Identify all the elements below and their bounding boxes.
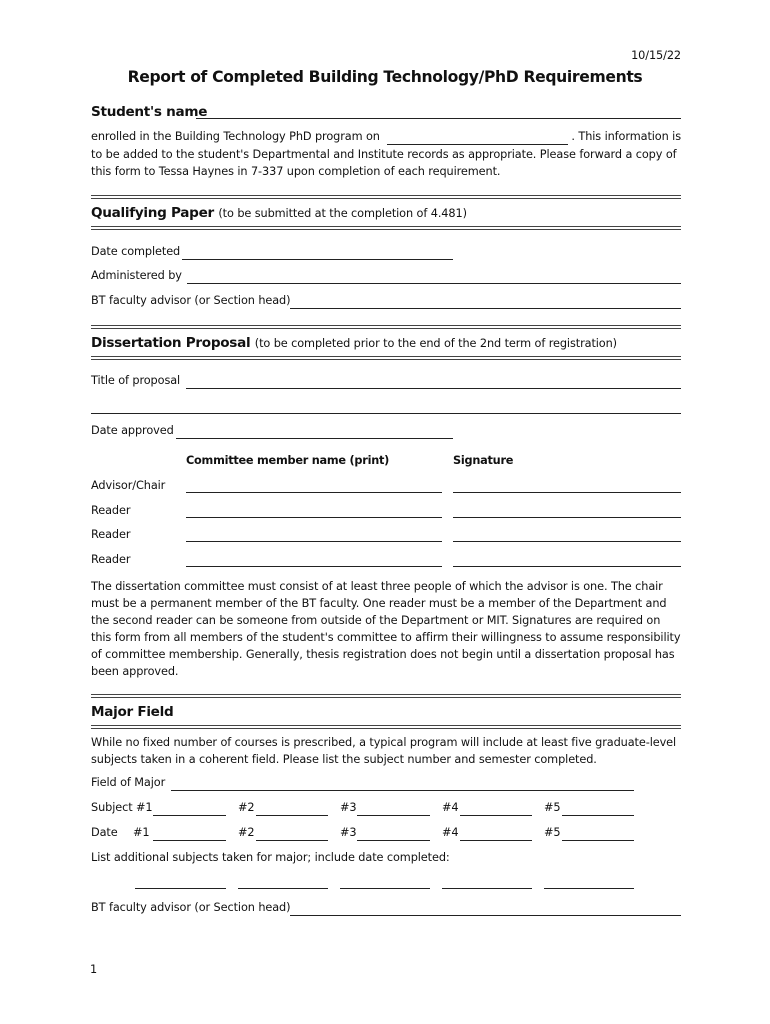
qualifying-advisor-label: BT faculty advisor (or Section head) — [91, 294, 291, 307]
date-field[interactable] — [153, 840, 226, 841]
signature-header: Signature — [453, 454, 514, 467]
subject-4-label: #4 — [442, 801, 459, 814]
qualifying-heading — [91, 205, 467, 221]
signature-field[interactable] — [453, 566, 681, 567]
proposal-title-label: Title of proposal — [91, 374, 181, 387]
section-divider-bottom — [91, 226, 681, 230]
additional-subject-field[interactable] — [238, 888, 328, 889]
qualifying-advisor-field[interactable] — [290, 308, 681, 309]
additional-subject-field[interactable] — [442, 888, 532, 889]
intro-text-part1: enrolled in the Building Technology PhD program on — [91, 130, 380, 143]
proposal-heading-text: Dissertation Proposal — [91, 335, 251, 351]
signature-field[interactable] — [453, 492, 681, 493]
subject-field[interactable] — [256, 815, 328, 816]
date-1-label: #1 — [133, 826, 150, 839]
field-of-major-label: Field of Major — [91, 776, 166, 789]
major-heading: Major Field — [91, 704, 174, 720]
paragraph-line: the second reader can be someone from outside of the Department or MIT. Signatures are required on — [91, 614, 661, 627]
major-advisor-field[interactable] — [290, 915, 681, 916]
date-completed-field[interactable] — [182, 259, 453, 260]
section-divider-top — [91, 325, 681, 329]
qualifying-heading-text: Qualifying Paper — [91, 205, 214, 221]
proposal-note: (to be completed prior to the end of the 2nd term of registration) — [254, 337, 617, 350]
subject-1-label: Subject #1 — [91, 801, 153, 814]
committee-name-field[interactable] — [186, 566, 442, 567]
student-name-field[interactable] — [196, 118, 681, 119]
paragraph-line: been approved. — [91, 665, 179, 678]
proposal-title-field[interactable] — [186, 388, 681, 389]
section-divider-top — [91, 195, 681, 199]
date-field[interactable] — [256, 840, 328, 841]
committee-name-field[interactable] — [186, 517, 442, 518]
subject-5-label: #5 — [544, 801, 561, 814]
subject-field[interactable] — [153, 815, 226, 816]
subject-2-label: #2 — [238, 801, 255, 814]
date-approved-field[interactable] — [176, 438, 453, 439]
date-row-label: Date — [91, 826, 118, 839]
enrollment-date-field[interactable] — [387, 144, 568, 145]
date-approved-label: Date approved — [91, 424, 174, 437]
date-4-label: #4 — [442, 826, 459, 839]
committee-name-field[interactable] — [186, 541, 442, 542]
paragraph-line: While no fixed number of courses is prescribed, a typical program will include at least five graduate-level — [91, 736, 677, 749]
paragraph-line: subjects taken in a coherent field. Please list the subject number and semester completed. — [91, 753, 597, 766]
field-of-major-field[interactable] — [171, 790, 634, 791]
signature-field[interactable] — [453, 541, 681, 542]
role-advisor-chair: Advisor/Chair — [91, 479, 166, 492]
committee-name-header: Committee member name (print) — [186, 454, 390, 467]
major-paragraph — [91, 734, 681, 768]
date-2-label: #2 — [238, 826, 255, 839]
additional-subject-field[interactable] — [135, 888, 226, 889]
form-date: 10/15/22 — [631, 49, 681, 62]
major-advisor-label: BT faculty advisor (or Section head) — [91, 901, 291, 914]
administered-by-label: Administered by — [91, 269, 182, 282]
additional-subject-field[interactable] — [340, 888, 430, 889]
paragraph-line: must be a permanent member of the BT faculty. One reader must be a member of the Department and — [91, 597, 667, 610]
section-divider-bottom — [91, 725, 681, 729]
intro-text-part2: . This information is — [571, 130, 681, 143]
section-divider-top — [91, 694, 681, 698]
additional-subject-field[interactable] — [544, 888, 634, 889]
qualifying-note: (to be submitted at the completion of 4.481) — [218, 207, 467, 220]
date-field[interactable] — [357, 840, 430, 841]
section-divider-bottom — [91, 356, 681, 360]
intro-text-line3: this form to Tessa Haynes in 7-337 upon completion of each requirement. — [91, 165, 501, 178]
additional-subjects-label: List additional subjects taken for major; include date completed: — [91, 851, 450, 864]
subject-field[interactable] — [562, 815, 634, 816]
date-field[interactable] — [562, 840, 634, 841]
subject-field[interactable] — [357, 815, 430, 816]
subject-field[interactable] — [460, 815, 532, 816]
paragraph-line: of committee membership. Generally, thesis registration does not begin until a dissertation proposal has — [91, 648, 675, 661]
role-reader: Reader — [91, 553, 131, 566]
subject-3-label: #3 — [340, 801, 357, 814]
role-reader: Reader — [91, 528, 131, 541]
administered-by-field[interactable] — [187, 283, 681, 284]
page-number: 1 — [90, 963, 98, 976]
date-completed-label: Date completed — [91, 245, 181, 258]
paragraph-line: The dissertation committee must consist of at least three people of which the advisor is one. The chair — [91, 580, 663, 593]
committee-name-field[interactable] — [186, 492, 442, 493]
paragraph-line: this form from all members of the student's committee to affirm their willingness to assume responsibility — [91, 631, 681, 644]
role-reader: Reader — [91, 504, 131, 517]
date-5-label: #5 — [544, 826, 561, 839]
signature-field[interactable] — [453, 517, 681, 518]
student-name-label: Student's name — [91, 104, 208, 120]
intro-text-line2: to be added to the student's Departmental and Institute records as appropriate. Please forward a copy of — [91, 148, 677, 161]
date-3-label: #3 — [340, 826, 357, 839]
committee-paragraph — [91, 578, 681, 680]
page-title: Report of Completed Building Technology/PhD Requirements — [127, 68, 643, 86]
proposal-title-field-2[interactable] — [91, 413, 681, 414]
proposal-heading — [91, 335, 617, 351]
date-field[interactable] — [460, 840, 532, 841]
